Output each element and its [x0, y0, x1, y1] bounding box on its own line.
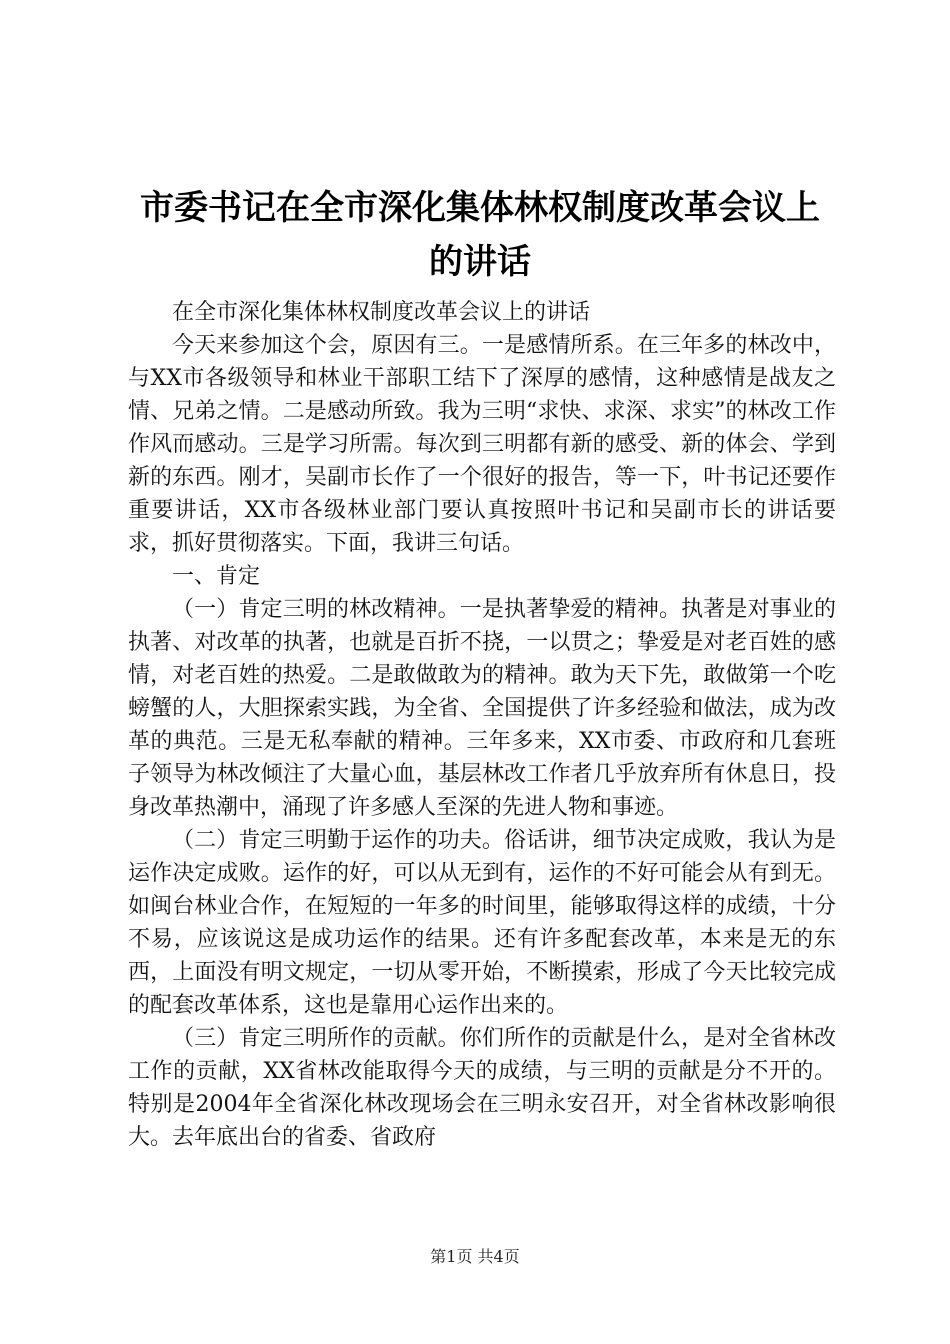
title-line-2: 的讲话: [429, 241, 531, 282]
document-body: [128, 296, 836, 1154]
paragraph-contribution: （三）肯定三明所作的贡献。你们所作的贡献是什么，是对全省林改工作的贡献，XX省林改能取得今天的成绩，与三明的贡献是分不开的。特别是2004年全省深化林改现场会在三明永安召开，对全省林改影响很大。去年底出台的省委、省政府: [128, 1026, 836, 1150]
intro-paragraph: 今天来参加这个会，原因有三。一是感情所系。在三年多的林改中，与XX市各级领导和林业干部职工结下了深厚的感情，这种感情是战友之情、兄弟之情。二是感动所致。我为三明“求快、求深、求实”的林改工作作风而感动。三是学习所需。每次到三明都有新的感受、新的体会、学到新的东西。刚才，吴副市长作了一个很好的报告，等一下，叶书记还要作重要讲话，XX市各级林业部门要认真按照叶书记和吴副市长的讲话要求，抓好贯彻落实。下面，我讲三句话。: [128, 333, 836, 556]
document-title: [120, 181, 840, 289]
paragraph-spirit: （一）肯定三明的林改精神。一是执著挚爱的精神。执著是对事业的执著、对改革的执著，也就是百折不挠，一以贯之；挚爱是对老百姓的感情，对老百姓的热爱。二是敢做敢为的精神。敢为天下先，敢做第一个吃螃蟹的人，大胆探索实践，为全省、全国提供了许多经验和做法，成为改革的典范。三是无私奉献的精神。三年多来，XX市委、市政府和几套班子领导为林改倾注了大量心血，基层林改工作者几乎放弃所有休息日，投身改革热潮中，涌现了许多感人至深的先进人物和事迹。: [128, 597, 836, 820]
title-line-1: 市委书记在全市深化集体林权制度改革会议上: [140, 187, 820, 228]
section-heading: 一、肯定: [172, 564, 261, 589]
subtitle-paragraph: 在全市深化集体林权制度改革会议上的讲话: [172, 300, 591, 325]
page-footer: 第1页 共4页: [430, 1247, 520, 1266]
paragraph-operation: （二）肯定三明勤于运作的功夫。俗话讲，细节决定成败，我认为是运作决定成败。运作的好，可以从无到有，运作的不好可能会从有到无。如闽台林业合作，在短短的一年多的时间里，能够取得这样的成绩，十分不易，应该说这是成功运作的结果。还有许多配套改革，本来是无的东西，上面没有明文规定，一切从零开始，不断摸索，形成了今天比较完成的配套改革体系，这也是靠用心运作出来的。: [128, 828, 836, 1018]
